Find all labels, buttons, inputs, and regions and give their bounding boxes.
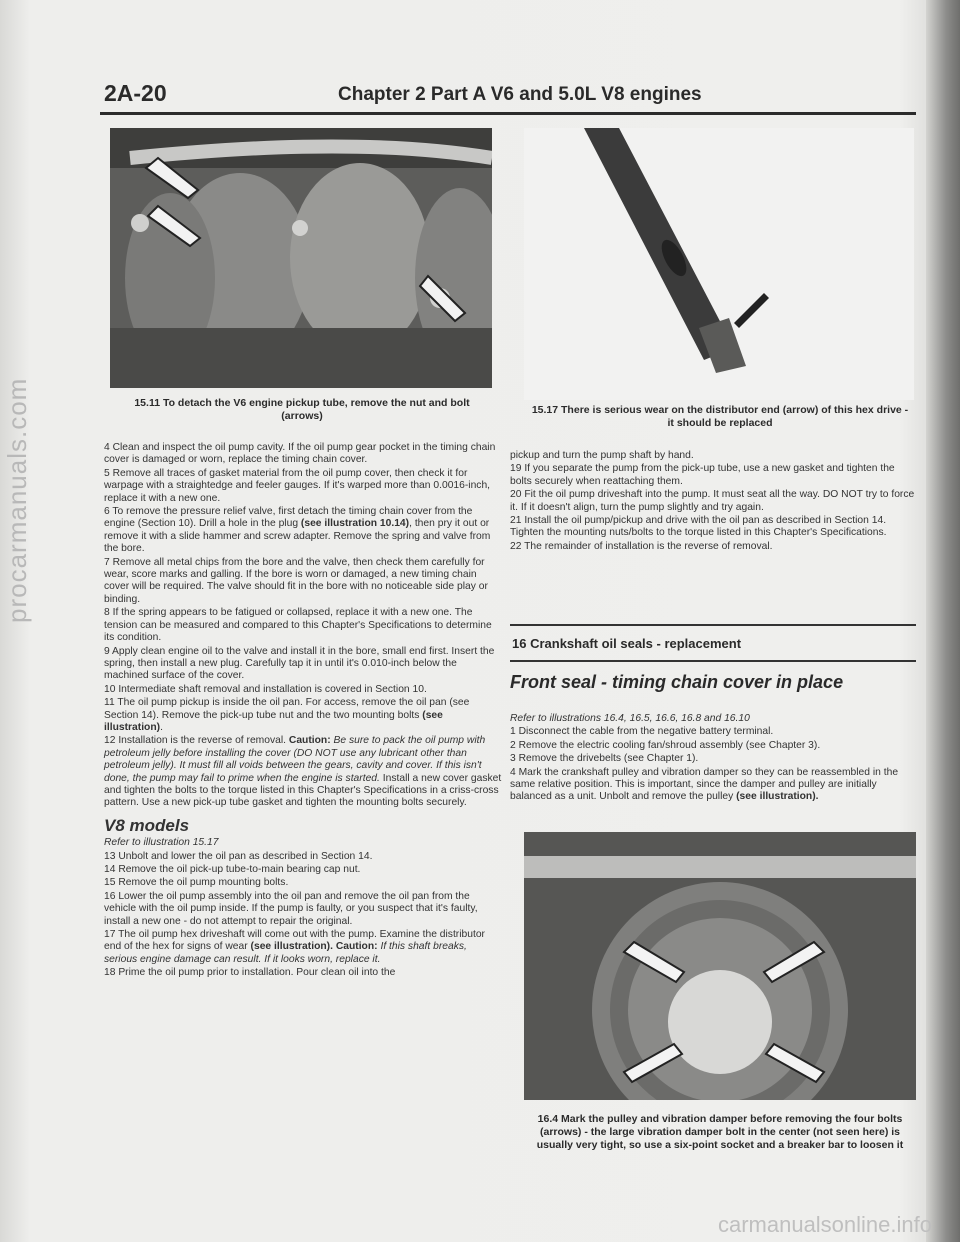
paragraph-11-reference: (see illustration) (104, 709, 443, 733)
watermark-bottom: carmanualsonline.info (717, 1212, 932, 1237)
step-1: 1 Disconnect the cable from the negative battery terminal. (510, 726, 774, 738)
step-2: 2 Remove the electric cooling fan/shroud assembly (see Chapter 3). (510, 739, 821, 751)
paragraph-15: 15 Remove the oil pump mounting bolts. (104, 877, 289, 889)
front-seal-heading: Front seal - timing chain cover in place (510, 672, 844, 692)
paragraph-12 (104, 735, 502, 809)
caption-15-11: 15.11 To detach the V6 engine pickup tube, remove the nut and bolt (arrows) (134, 397, 470, 422)
paragraph-17-caution-text: If this shaft breaks, serious engine damage can result. If it looks worn, replace it. (104, 941, 467, 965)
section-rule-top (510, 624, 916, 626)
caption-16-4: 16.4 Mark the pulley and vibration damper before removing the four bolts (arrows) - the large vibration damper bolt in the center (not seen here) is usually very tight, so use a six-point socket and a breaker bar to loosen it (536, 1113, 904, 1151)
section-16-title: 16 Crankshaft oil seals - replacement (512, 636, 742, 651)
paragraph-18: 18 Prime the oil pump prior to installation. Pour clean oil into the (104, 967, 396, 979)
paragraph-12-caution-text: Be sure to pack the oil pump with petroleum jelly before installing the cover (DO NOT use any lubricant other than petroleum jelly). It must fill all voids between the gears, cavity and cover. If this isn't done, the pump may fail to prime when the engine is started. (104, 735, 486, 784)
section-rule-bottom (510, 660, 916, 662)
paragraph-17-caution: Caution: (335, 941, 378, 953)
paragraph-10: 10 Intermediate shaft removal and installation is covered in Section 10. (104, 683, 427, 695)
paragraph-6 (104, 506, 502, 556)
front-seal-steps (510, 713, 918, 805)
paragraph-11-text: 11 The oil pump pickup is inside the oil pan. For access, remove the oil pan (see Section 14). Remove the pick-up tube nut and the two mounting bolts (104, 697, 470, 721)
step-3: 3 Remove the drivebelts (see Chapter 1). (510, 753, 699, 765)
paragraph-5: 5 Remove all traces of gasket material from the oil pump cover, then check it for warpage with a straightedge and feeler gauges. If it's warped more than 0.0016-inch, replace it with a new one. (104, 467, 491, 504)
step-4-reference: (see illustration). (736, 791, 819, 803)
watermark-left: procarmanuals.com (2, 377, 32, 623)
v8-models-heading: V8 models (104, 815, 190, 835)
header-rule (100, 112, 916, 115)
v8-illustration-ref: Refer to illustration 15.17 (104, 837, 219, 849)
paragraph-7: 7 Remove all metal chips from the bore and the valve, then check them carefully for wear, score marks and galling. If the bore is worn or damaged, a new timing chain cover will be required. The valve should fit in the bore with no noticeable side play or binding. (104, 556, 488, 605)
page-number: 2A-20 (104, 80, 167, 106)
caption-15-17: 15.17 There is serious wear on the distributor end (arrow) of this hex drive - it should be replaced (531, 404, 909, 429)
paragraph-12-text-cont: Install a new cover gasket and tighten the bolts to the torque listed in this Chapter's Specifications in a criss-cross pattern. Use a new pick-up tube gasket and tighten the mounting bolts securely. (104, 772, 502, 809)
photo-hex-driveshaft (524, 128, 914, 400)
paragraph-16: 16 Lower the oil pump assembly into the oil pan and remove the oil pan from the vehicle with the oil pump inside. If the pump is faulty, or you suspect that it's faulty, install a new one - do not attempt to repair the original. (104, 890, 478, 927)
right-column-text (510, 450, 918, 554)
paragraph-17-text: 17 The oil pump hex driveshaft will come out with the pump. Examine the distributor end of the hex for signs of wear (104, 929, 485, 953)
left-column-text (104, 442, 502, 981)
paragraph-14: 14 Remove the oil pick-up tube-to-main bearing cap nut. (104, 864, 361, 875)
paragraph-20: 20 Fit the oil pump driveshaft into the pump. It must seat all the way. DO NOT try to force it. If it doesn't align, turn the pump slightly and try again. (510, 489, 915, 513)
paragraph-12-text: 12 Installation is the reverse of removal. (104, 735, 287, 747)
paragraph-13: 13 Unbolt and lower the oil pan as described in Section 14. (104, 850, 373, 862)
paragraph-9: 9 Apply clean engine oil to the valve and install it in the bore, small end first. Insert the spring, then install a new plug. Carefully tap it in until it's 0.010-inch below the machined surface of the cover. (104, 645, 495, 682)
paragraph-11: 11 The oil pump pickup is inside the oil pan. For access, remove the oil pan (see Section 14). Remove the pick-up tube nut and the two mounting bolts (see illustration). (104, 697, 470, 733)
front-seal-illustration-ref: Refer to illustrations 16.4, 16.5, 16.6, 16.8 and 16.10 (510, 713, 750, 724)
paragraph-21: 21 Install the oil pump/pickup and drive with the oil pan as described in Section 14. Tighten the mounting nuts/bolts to the torque listed in this Chapter's Specifications. (510, 515, 887, 539)
paragraph-6-text-cont: , then pry it out or remove it with a slide hammer and screw adapter. Remove the spring and valve from the bore. (104, 518, 491, 555)
paragraph-6-reference: (see illustration 10.14) (300, 518, 410, 530)
photo-crankshaft-pulley (524, 832, 916, 1100)
photo-crankshaft-pickup-tube (110, 128, 492, 388)
paragraph-22: 22 The remainder of installation is the reverse of removal. (510, 540, 773, 552)
paragraph-19: 19 If you separate the pump from the pick-up tube, use a new gasket and tighten the bolts securely when reattaching them. (510, 463, 895, 487)
paragraph-18-cont: pickup and turn the pump shaft by hand. (510, 450, 694, 461)
step-4 (510, 767, 918, 804)
book-spine-shadow (926, 0, 960, 1242)
step-4-text: 4 Mark the crankshaft pulley and vibration damper so they can be reassembled in the same relative position. This is important, since the damper and pulley are initially balanced as a unit. Unbolt and remove the pulley (510, 766, 899, 803)
paragraph-4: 4 Clean and inspect the oil pump cavity. If the oil pump gear pocket in the timing chain cover is damaged or worn, replace the timing chain cover. (104, 442, 496, 466)
paragraph-6-text: 6 To remove the pressure relief valve, first detach the timing chain cover from the engine (Section 10). Drill a hole in the plug (104, 506, 473, 530)
paragraph-12-caution: Caution: (288, 735, 331, 747)
chapter-title: Chapter 2 Part A V6 and 5.0L V8 engines (338, 84, 702, 105)
paragraph-17 (104, 929, 502, 966)
paragraph-8: 8 If the spring appears to be fatigued or collapsed, replace it with a new one. The tension can be measured and compared to this Chapter's Specifications to determine its condition. (104, 607, 492, 644)
paragraph-17-reference: (see illustration). (250, 941, 333, 953)
